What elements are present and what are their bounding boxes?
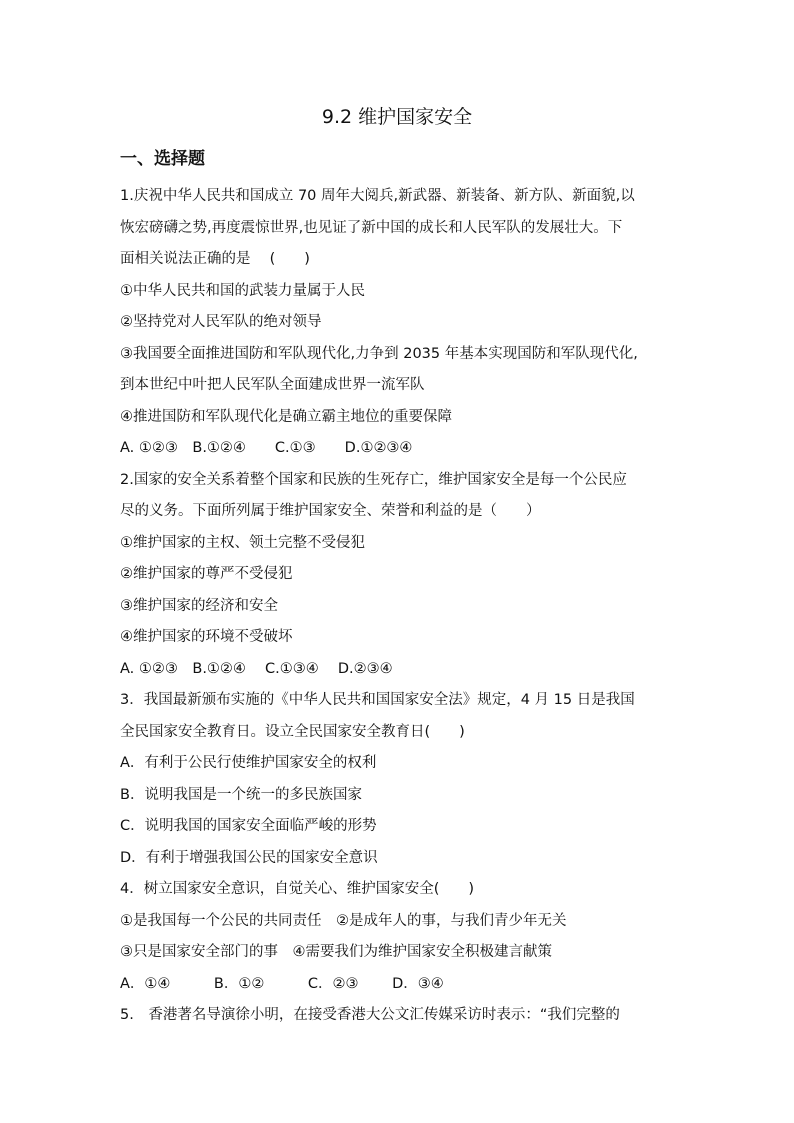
q4-stem: 4．树立国家安全意识，自觉关心、维护国家安全( ) [120, 881, 475, 897]
q5-stem-line-1: 5. 香港著名导演徐小明，在接受香港大公文汇传媒采访时表示：“我们完整的 [120, 1007, 620, 1023]
q1-statement-4: ④推进国防和军队现代化是确立霸主地位的重要保障 [120, 408, 452, 425]
q3-option-c: C．说明我国的国家安全面临严峻的形势 [120, 818, 377, 834]
section-heading: 一、选择题 [120, 149, 205, 169]
q3-stem-line-2: 全民国家安全教育日。设立全民国家安全教育日( ) [120, 723, 465, 740]
q1-stem-line-2: 恢宏磅礴之势,再度震惊世界,也见证了新中国的成长和人民军队的发展壮大。下 [120, 219, 623, 236]
q2-statement-3: ③维护国家的经济和安全 [120, 597, 278, 614]
q1-options: A. ①②③ B.①②④ C.①③ D.①②③④ [120, 440, 413, 456]
q2-statement-1: ①维护国家的主权、领土完整不受侵犯 [120, 534, 365, 551]
q1-stem-line-1: 1.庆祝中华人民共和国成立 70 周年大阅兵,新武器、新装备、新方队、新面貌,以 [120, 188, 635, 204]
q2-statement-4: ④维护国家的环境不受破坏 [120, 629, 293, 645]
q2-stem-line-1: 2.国家的安全关系着整个国家和民族的生死存亡，维护国家安全是每一个公民应 [120, 471, 627, 488]
q4-statements-3-4: ③只是国家安全部门的事 ④需要我们为维护国家安全积极建言献策 [120, 944, 552, 960]
q4-statements-1-2: ①是我国每一个公民的共同责任 ②是成年人的事，与我们青少年无关 [120, 912, 567, 929]
q3-option-a: A．有利于公民行使维护国家安全的权利 [120, 755, 377, 771]
q2-stem-line-2: 尽的义务。下面所列属于维护国家安全、荣誉和利益的是（ ） [120, 503, 541, 519]
q1-statement-2: ②坚持党对人民军队的绝对领导 [120, 314, 322, 330]
q3-option-b: B．说明我国是一个统一的多民族国家 [120, 786, 362, 803]
document-title: 9.2 维护国家安全 [321, 106, 473, 128]
question-list [120, 181, 686, 1032]
q2-options: A. ①②③ B.①②④ C.①③④ D.②③④ [120, 660, 393, 677]
q1-statement-1: ①中华人民共和国的武装力量属于人民 [120, 282, 365, 299]
q1-statement-3-line-2: 到本世纪中叶把人民军队全面建成世界一流军队 [120, 377, 425, 393]
q3-stem-line-1: 3．我国最新颁布实施的《中华人民共和国国家安全法》规定，4 月 15 日是我国 [120, 692, 635, 708]
q3-option-d: D．有利于增强我国公民的国家安全意识 [120, 849, 378, 866]
q1-stem-line-3: 面相关说法正确的是 ( ) [120, 251, 310, 267]
q2-statement-2: ②维护国家的尊严不受侵犯 [120, 566, 293, 582]
q1-statement-3-line-1: ③我国要全面推进国防和军队现代化,力争到 2035 年基本实现国防和军队现代化, [120, 345, 638, 362]
q4-options: A．①④ B．①② C．②③ D．③④ [120, 975, 444, 992]
